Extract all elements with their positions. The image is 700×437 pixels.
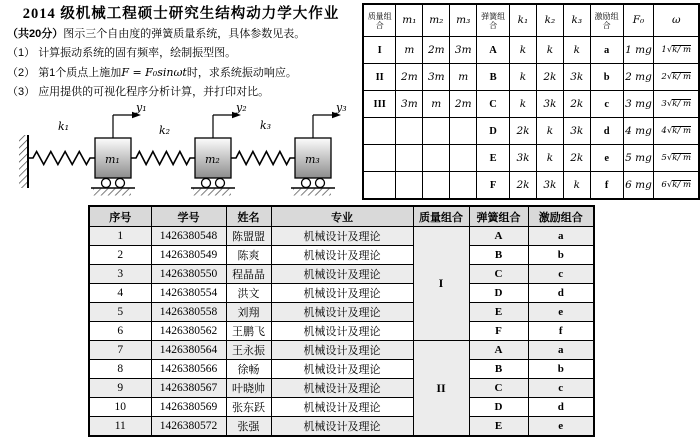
student-name-cell: 刘翔 [226, 303, 271, 322]
student-name-cell: 张强 [226, 417, 271, 437]
stiffness-value-cell: k [536, 37, 563, 64]
roster-row [89, 360, 594, 379]
row-number-cell: 5 [89, 303, 151, 322]
param-table-row [363, 118, 699, 145]
header-spring-combo: 弹簧组合 [477, 4, 510, 37]
major-cell: 机械设计及理论 [271, 417, 413, 437]
stiffness-value-cell: 2k [510, 118, 537, 145]
omega-radicand: k/ m [672, 180, 692, 190]
student-id-cell: 1426380549 [151, 246, 226, 265]
mass-value-cell: 2m [396, 64, 423, 91]
item-text: 时，求系统振动响应。 [186, 67, 297, 79]
stiffness-value-cell: 2k [563, 145, 590, 172]
spring-k1 [28, 152, 95, 165]
student-name-cell: 王鹏飞 [226, 322, 271, 341]
wheel-icon [102, 179, 111, 188]
spring-combo-cell: B [477, 64, 510, 91]
exc-combo-cell: e [528, 417, 594, 437]
force-amplitude-cell: 3 mg [623, 91, 654, 118]
header-no: 序号 [89, 206, 151, 227]
stiffness-value-cell: 2k [536, 64, 563, 91]
problem-item-2 [7, 63, 359, 83]
student-name-cell: 陈盟盟 [226, 227, 271, 246]
exc-combo-cell: b [528, 246, 594, 265]
ground-hatch [193, 189, 231, 196]
header-spring-combo: 弹簧组合 [469, 206, 528, 227]
spring-combo-cell: B [469, 246, 528, 265]
mass-combo-cell: III [363, 91, 396, 118]
exc-combo-cell: a [528, 341, 594, 360]
spring-label-k1: k₁ [58, 120, 70, 133]
row-number-cell: 3 [89, 265, 151, 284]
header-student-id: 学号 [151, 206, 226, 227]
problem-intro [7, 25, 359, 44]
stiffness-value-cell: k [510, 91, 537, 118]
spring-combo-cell: E [477, 145, 510, 172]
header-f0: F₀ [623, 4, 654, 37]
student-name-cell: 洪文 [226, 284, 271, 303]
student-id-cell: 1426380566 [151, 360, 226, 379]
omega-radicand: k/ m [672, 126, 692, 136]
mass-group-2 [191, 102, 247, 196]
intro-text: 图示三个自由度的弹簧质量系统，具体参数见表。 [63, 28, 306, 40]
student-id-cell: 1426380569 [151, 398, 226, 417]
item-number: （3） [7, 86, 36, 98]
item-number: （2） [7, 67, 36, 79]
spring-combo-cell: F [477, 172, 510, 200]
row-number-cell: 9 [89, 379, 151, 398]
header-mass-combo: 质量组合 [363, 4, 396, 37]
row-number-cell: 10 [89, 398, 151, 417]
major-cell: 机械设计及理论 [271, 379, 413, 398]
stiffness-value-cell: 2k [563, 91, 590, 118]
ground-hatch [93, 189, 131, 196]
spring-k2 [131, 152, 195, 165]
omega-coefficient: 3√ [661, 99, 673, 109]
header-k2: k₂ [536, 4, 563, 37]
omega-coefficient: 1√ [661, 45, 673, 55]
param-table-row [363, 64, 699, 91]
header-m3: m₃ [450, 4, 477, 37]
mass-group-1 [91, 102, 147, 196]
stiffness-value-cell: k [510, 64, 537, 91]
exc-combo-cell: c [590, 91, 623, 118]
problem-statement [7, 25, 359, 102]
omega-radicand: k/ m [672, 45, 692, 55]
header-m1: m₁ [396, 4, 423, 37]
major-cell: 机械设计及理论 [271, 246, 413, 265]
mass-value-cell [450, 118, 477, 145]
param-table-row [363, 145, 699, 172]
mass-value-cell [396, 172, 423, 200]
mass-value-cell [423, 145, 450, 172]
mass-combo-cell: I [363, 37, 396, 64]
student-name-cell: 王永振 [226, 341, 271, 360]
spring-combo-cell: A [469, 227, 528, 246]
mass-value-cell [450, 172, 477, 200]
mass-value-cell: 3m [423, 64, 450, 91]
spring-mass-diagram [8, 102, 360, 202]
major-cell: 机械设计及理论 [271, 284, 413, 303]
exc-combo-cell: a [528, 227, 594, 246]
stiffness-value-cell: 3k [563, 64, 590, 91]
omega-radicand: k/ m [672, 153, 692, 163]
mass-value-cell: m [423, 91, 450, 118]
major-cell: 机械设计及理论 [271, 398, 413, 417]
spring-combo-cell: D [477, 118, 510, 145]
problem-item-1 [7, 44, 359, 63]
wheel-icon [302, 179, 311, 188]
omega-value-cell [654, 91, 699, 118]
exc-combo-cell: f [590, 172, 623, 200]
mass-value-cell [396, 145, 423, 172]
problem-item-3 [7, 83, 359, 102]
parameter-table [362, 3, 700, 200]
mass-combo-cell [363, 145, 396, 172]
mass-combo-merged-cell: I [413, 227, 469, 341]
exc-combo-cell: d [528, 398, 594, 417]
row-number-cell: 7 [89, 341, 151, 360]
header-k1: k₁ [510, 4, 537, 37]
student-id-cell: 1426380548 [151, 227, 226, 246]
header-omega: ω [654, 4, 699, 37]
student-id-cell: 1426380572 [151, 417, 226, 437]
spring-label-k3: k₃ [260, 119, 272, 132]
omega-value-cell [654, 118, 699, 145]
major-cell: 机械设计及理论 [271, 322, 413, 341]
page-title: 2014 级机械工程硕士研究生结构动力学大作业 [22, 6, 340, 22]
roster-row [89, 398, 594, 417]
spring-combo-cell: E [469, 417, 528, 437]
wheel-icon [116, 179, 125, 188]
spring-combo-cell: B [469, 360, 528, 379]
exc-combo-cell: b [528, 360, 594, 379]
roster-row [89, 246, 594, 265]
student-name-cell: 程晶晶 [226, 265, 271, 284]
spring-combo-cell: C [469, 379, 528, 398]
header-mass-combo: 质量组合 [413, 206, 469, 227]
stiffness-value-cell: k [563, 37, 590, 64]
force-formula: F = F₀sinωt [121, 66, 187, 79]
omega-value-cell [654, 37, 699, 64]
spring-combo-cell: F [469, 322, 528, 341]
omega-value-cell [654, 172, 699, 200]
major-cell: 机械设计及理论 [271, 227, 413, 246]
roster-row [89, 341, 594, 360]
header-m2: m₂ [423, 4, 450, 37]
roster-row [89, 265, 594, 284]
row-number-cell: 6 [89, 322, 151, 341]
wall-hatch [19, 135, 28, 188]
mass-value-cell [396, 118, 423, 145]
header-major: 专业 [271, 206, 413, 227]
wheel-icon [202, 179, 211, 188]
item-text: 第1个质点上施加 [38, 67, 122, 79]
stiffness-value-cell: 3k [510, 145, 537, 172]
spring-combo-cell: C [469, 265, 528, 284]
omega-value-cell [654, 64, 699, 91]
student-id-cell: 1426380550 [151, 265, 226, 284]
roster-row [89, 227, 594, 246]
mass-value-cell: 3m [396, 91, 423, 118]
roster-row [89, 303, 594, 322]
mass-value-cell: 3m [450, 37, 477, 64]
stiffness-value-cell: 2k [510, 172, 537, 200]
roster-row [89, 417, 594, 437]
stiffness-value-cell: k [563, 172, 590, 200]
row-number-cell: 11 [89, 417, 151, 437]
roster-header-row [89, 206, 594, 227]
student-name-cell: 陈爽 [226, 246, 271, 265]
mass-group-3 [291, 102, 347, 196]
mass-value-cell: m [396, 37, 423, 64]
force-amplitude-cell: 6 mg [623, 172, 654, 200]
mass-label-m2: m₂ [205, 153, 220, 166]
student-id-cell: 1426380554 [151, 284, 226, 303]
omega-coefficient: 2√ [661, 72, 673, 82]
param-table-row [363, 37, 699, 64]
header-exc-combo: 激励组合 [590, 4, 623, 37]
param-table-row [363, 172, 699, 200]
row-number-cell: 1 [89, 227, 151, 246]
exc-combo-cell: e [528, 303, 594, 322]
major-cell: 机械设计及理论 [271, 341, 413, 360]
mass-label-m3: m₃ [305, 153, 320, 166]
spring-combo-cell: C [477, 91, 510, 118]
spring-combo-cell: D [469, 398, 528, 417]
student-name-cell: 徐畅 [226, 360, 271, 379]
roster-row [89, 284, 594, 303]
major-cell: 机械设计及理论 [271, 360, 413, 379]
spring-combo-cell: E [469, 303, 528, 322]
force-amplitude-cell: 4 mg [623, 118, 654, 145]
force-amplitude-cell: 5 mg [623, 145, 654, 172]
exc-combo-cell: e [590, 145, 623, 172]
stiffness-value-cell: k [510, 37, 537, 64]
spring-k3 [231, 152, 295, 165]
major-cell: 机械设计及理论 [271, 303, 413, 322]
mass-combo-cell [363, 172, 396, 200]
stiffness-value-cell: 3k [536, 172, 563, 200]
mass-combo-cell: II [363, 64, 396, 91]
spring-combo-cell: D [469, 284, 528, 303]
item-number: （1） [7, 47, 36, 59]
row-number-cell: 4 [89, 284, 151, 303]
exc-combo-cell: a [590, 37, 623, 64]
exc-combo-cell: c [528, 379, 594, 398]
spring-label-k2: k₂ [159, 124, 171, 137]
mass-value-cell: 2m [450, 91, 477, 118]
exc-combo-cell: d [590, 118, 623, 145]
omega-coefficient: 4√ [661, 126, 673, 136]
exc-combo-cell: c [528, 265, 594, 284]
row-number-cell: 2 [89, 246, 151, 265]
force-amplitude-cell: 2 mg [623, 64, 654, 91]
omega-radicand: k/ m [672, 72, 692, 82]
axis-label-y3: y₃ [336, 102, 347, 114]
student-id-cell: 1426380564 [151, 341, 226, 360]
axis-label-y1: y₁ [136, 102, 147, 114]
ground-hatch [293, 189, 331, 196]
wheel-icon [316, 179, 325, 188]
mass-combo-merged-cell: II [413, 341, 469, 437]
header-k3: k₃ [563, 4, 590, 37]
omega-coefficient: 6√ [661, 180, 673, 190]
exc-combo-cell: d [528, 284, 594, 303]
roster-row [89, 322, 594, 341]
param-header-row [363, 4, 699, 37]
exc-combo-cell: b [590, 64, 623, 91]
stiffness-value-cell: k [536, 145, 563, 172]
param-table-row [363, 91, 699, 118]
student-id-cell: 1426380562 [151, 322, 226, 341]
force-amplitude-cell: 1 mg [623, 37, 654, 64]
omega-coefficient: 5√ [661, 153, 673, 163]
axis-label-y2: y₂ [236, 102, 247, 114]
item-text: 计算振动系统的固有频率，绘制振型图。 [38, 47, 237, 59]
mass-value-cell [423, 118, 450, 145]
mass-value-cell [450, 145, 477, 172]
exc-combo-cell: f [528, 322, 594, 341]
stiffness-value-cell: 3k [536, 91, 563, 118]
major-cell: 机械设计及理论 [271, 265, 413, 284]
mass-label-m1: m₁ [105, 153, 120, 166]
student-id-cell: 1426380567 [151, 379, 226, 398]
spring-combo-cell: A [477, 37, 510, 64]
header-exc-combo: 激励组合 [528, 206, 594, 227]
roster-row [89, 379, 594, 398]
mass-value-cell: m [450, 64, 477, 91]
item-text: 应用提供的可视化程序分析计算，并打印对比。 [38, 86, 270, 98]
student-roster-table [88, 205, 595, 437]
score-label: （共20分） [7, 28, 64, 40]
stiffness-value-cell: 3k [563, 118, 590, 145]
header-name: 姓名 [226, 206, 271, 227]
spring-combo-cell: A [469, 341, 528, 360]
omega-radicand: k/ m [672, 99, 692, 109]
mass-combo-cell [363, 118, 396, 145]
row-number-cell: 8 [89, 360, 151, 379]
mass-value-cell [423, 172, 450, 200]
mass-value-cell: 2m [423, 37, 450, 64]
omega-value-cell [654, 145, 699, 172]
student-name-cell: 叶晓帅 [226, 379, 271, 398]
student-id-cell: 1426380558 [151, 303, 226, 322]
stiffness-value-cell: k [536, 118, 563, 145]
student-name-cell: 张东跃 [226, 398, 271, 417]
wheel-icon [216, 179, 225, 188]
